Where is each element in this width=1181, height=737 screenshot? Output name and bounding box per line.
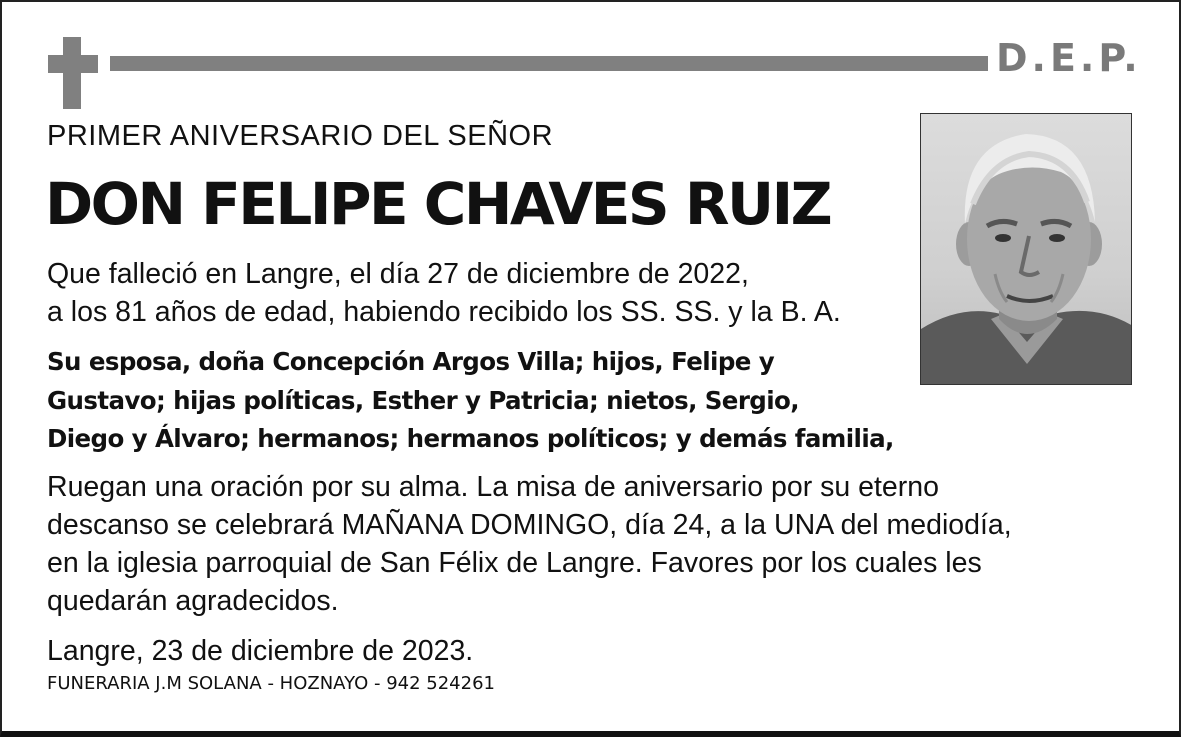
cross-icon <box>63 37 81 109</box>
prayer-line: descanso se celebrará MAÑANA DOMINGO, día 24, a la UNA del mediodía, <box>47 509 1012 541</box>
prayer-line: en la iglesia parroquial de San Félix de Langre. Favores por los cuales les <box>47 547 982 579</box>
prayer-paragraph <box>47 468 1067 620</box>
funeral-home-info: FUNERARIA J.M SOLANA - HOZNAYO - 942 524261 <box>47 673 495 694</box>
place-date: Langre, 23 de diciembre de 2023. <box>47 635 474 667</box>
family-line: Diego y Álvaro; hermanos; hermanos políticos; y demás familia, <box>47 424 894 453</box>
dep-label: D.E.P. <box>996 36 1142 80</box>
header-rule <box>110 56 988 71</box>
cross-icon-bar <box>48 55 98 73</box>
family-line: Su esposa, doña Concepción Argos Villa; hijos, Felipe y <box>47 347 775 376</box>
intro-line: Que falleció en Langre, el día 27 de diciembre de 2022, <box>47 258 749 290</box>
intro-paragraph <box>47 255 907 331</box>
prayer-line: Ruegan una oración por su alma. La misa de aniversario por su eterno <box>47 471 939 503</box>
prayer-line: quedarán agradecidos. <box>47 585 339 617</box>
subtitle: PRIMER ANIVERSARIO DEL SEÑOR <box>47 120 554 152</box>
portrait-photo <box>920 113 1132 385</box>
family-paragraph <box>47 343 927 459</box>
family-line: Gustavo; hijas políticas, Esther y Patricia; nietos, Sergio, <box>47 385 799 415</box>
intro-line: a los 81 años de edad, habiendo recibido los SS. SS. y la B. A. <box>47 296 841 328</box>
deceased-name: DON FELIPE CHAVES RUIZ <box>45 170 831 238</box>
